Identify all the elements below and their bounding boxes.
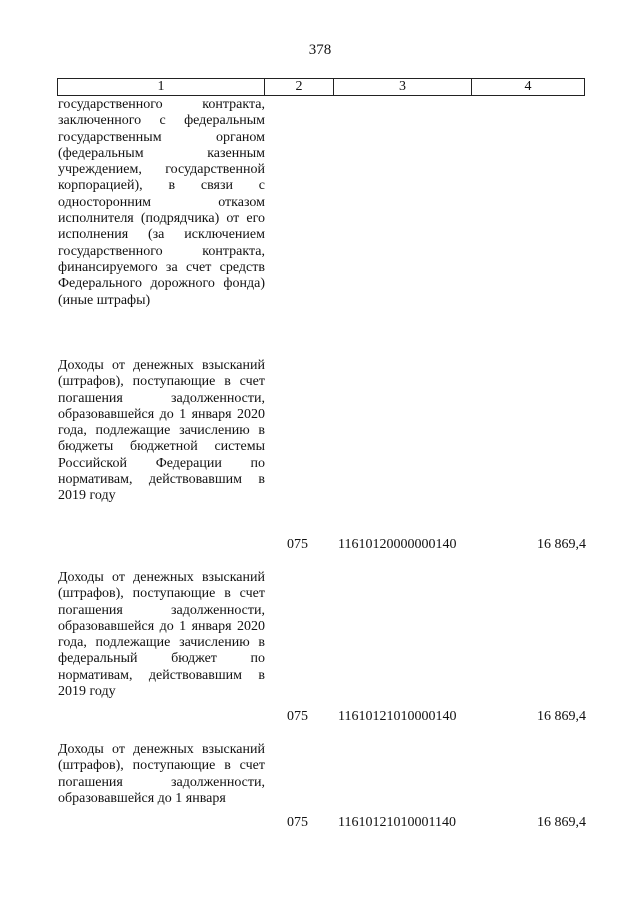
row-description: Доходы от денежных взысканий (штрафов), поступающие в счет погашения задолженности, образовавшейся до 1 января bbox=[58, 742, 265, 806]
row-description: Доходы от денежных взысканий (штрафов), поступающие в счет погашения задолженности, образовавшейся до 1 января 2020 года, подлежащие зачислению в федеральный бюджет по нормативам, действовавшим в 2019 году bbox=[58, 570, 265, 700]
row-kbk: 11610121010000140 bbox=[338, 709, 457, 724]
row-amount: 16 869,4 bbox=[537, 815, 586, 830]
table-header-row bbox=[57, 78, 585, 96]
header-col-1: 1 bbox=[58, 79, 265, 95]
row-admin-code: 075 bbox=[287, 709, 308, 724]
row-admin-code: 075 bbox=[287, 815, 308, 830]
row-kbk: 11610121010001140 bbox=[338, 815, 456, 830]
row-kbk: 11610120000000140 bbox=[338, 537, 457, 552]
row-admin-code: 075 bbox=[287, 537, 308, 552]
header-col-3: 3 bbox=[334, 79, 472, 95]
row-amount: 16 869,4 bbox=[537, 709, 586, 724]
row-description: Доходы от денежных взысканий (штрафов), поступающие в счет погашения задолженности, образовавшейся до 1 января 2020 года, подлежащие зачислению в бюджеты бюджетной системы Российской Федерации по нормативам, действовавшим в 2019 году bbox=[58, 358, 265, 504]
header-col-2: 2 bbox=[265, 79, 334, 95]
header-col-4: 4 bbox=[524, 79, 532, 94]
row-amount: 16 869,4 bbox=[537, 537, 586, 552]
row-description: государственного контракта, заключенного с федеральным государственным органом (федеральным казенным учреждением, государственной корпорацией), в связи с односторонним отказом исполнителя (подрядчика) от его исполнения (за исключением государственного контракта, финансируемого за счет средств Федерального дорожного фонда) (иные штрафы) bbox=[58, 97, 265, 308]
page-number: 378 bbox=[308, 42, 332, 58]
